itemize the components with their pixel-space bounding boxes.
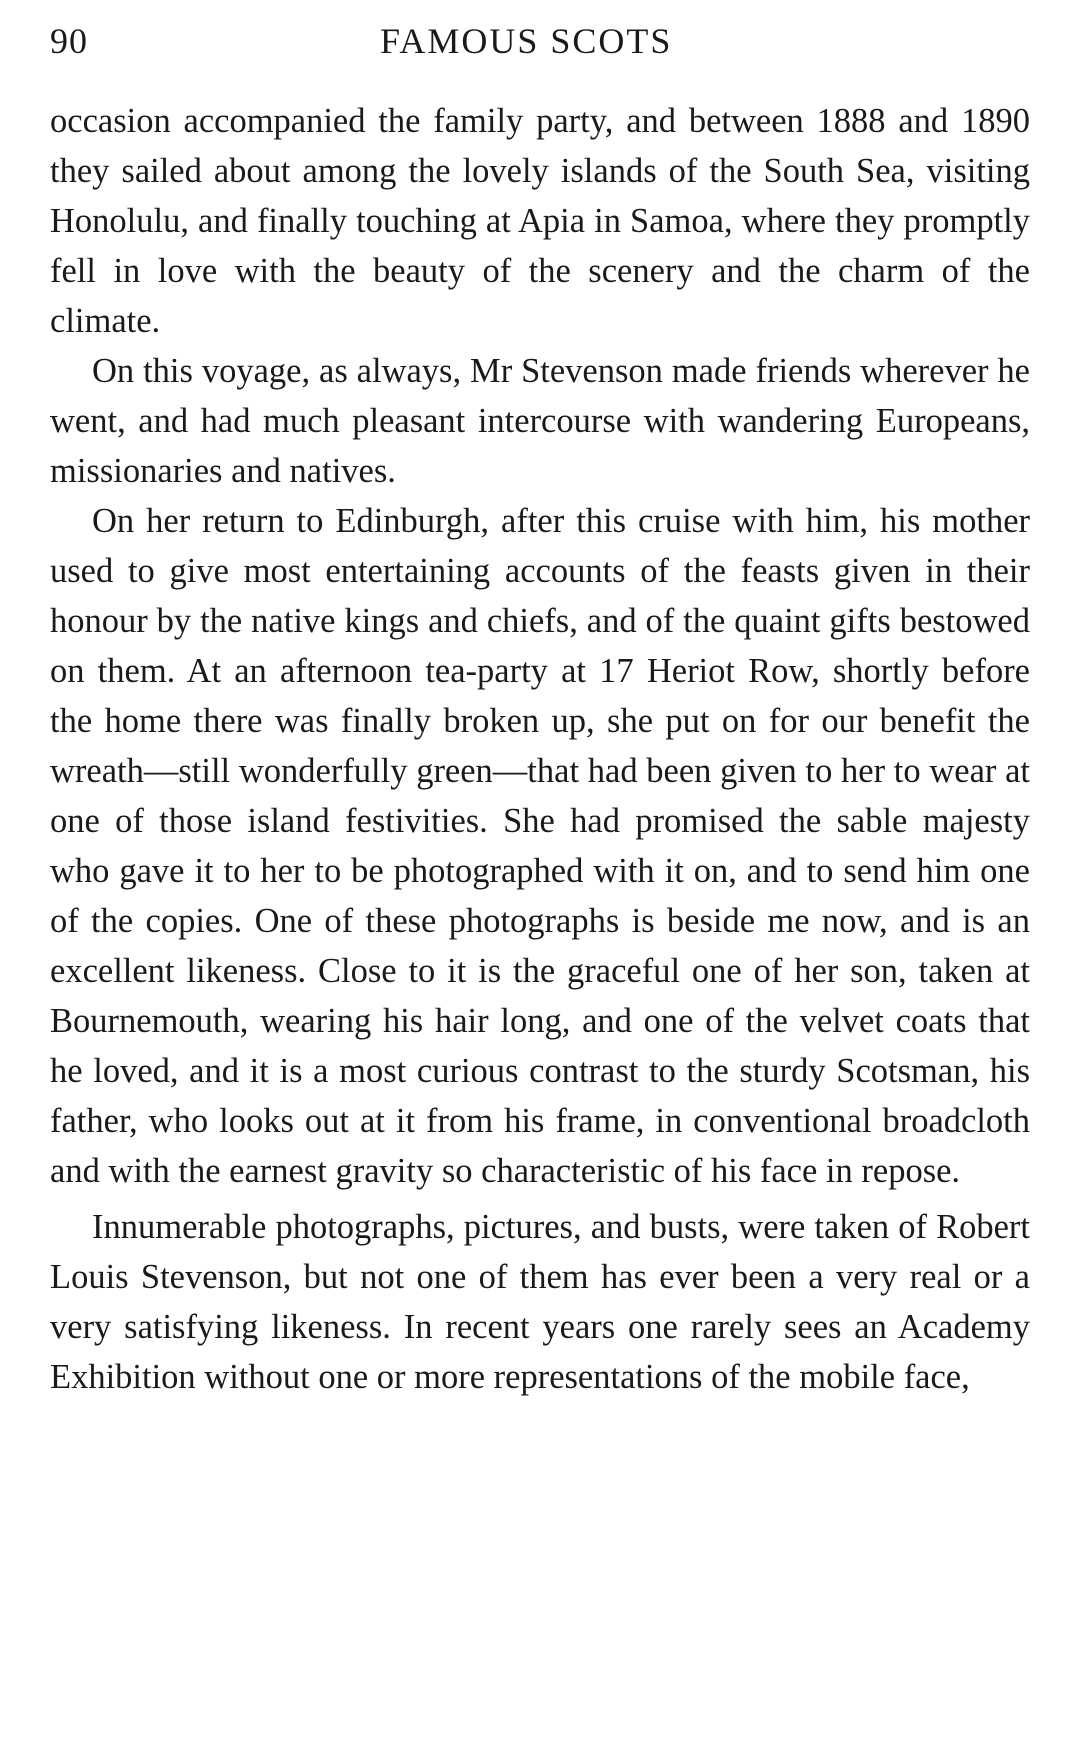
paragraph-1: occasion accompanied the family party, and between 1888 and 1890 they sailed about among the lovely islands of the South Sea, visiting Honolulu, and finally touching at Apia in Samoa, where they promptly fell in love with the beauty of the scenery and the charm of the climate. — [50, 102, 1030, 340]
running-title: FAMOUS SCOTS — [380, 21, 673, 61]
paragraph-4: Innumerable photographs, pictures, and busts, were taken of Robert Louis Stevenson, but not one of them has ever been a very real or a very satisfying likeness. In recent years one rarely sees an Academy Exhibition without one or more representations of the mobile face, — [50, 1208, 1030, 1396]
paragraph-2: On this voyage, as always, Mr Stevenson made friends wherever he went, and had much pleasant intercourse with wandering Europeans, missionaries and natives. — [50, 352, 1030, 490]
page-number: 90 — [50, 21, 88, 61]
paragraph-3: On her return to Edinburgh, after this cruise with him, his mother used to give most entertaining accounts of the feasts given in their honour by the native kings and chiefs, and of the quaint gifts bestowed on them. At an afternoon tea-party at 17 Heriot Row, shortly before the home there was finally broken up, she put on for our benefit the wreath—still wonderfully green—that had been given to her to wear at one of those island festivities. She had promised the sable majesty who gave it to her to be photographed with it on, and to send him one of the copies. One of these photographs is beside me now, and is an excellent likeness. Close to it is the graceful one of her son, taken at Bournemouth, wearing his hair long, and one of the velvet coats that he loved, and it is a most curious contrast to the sturdy Scotsman, his father, who looks out at it from his frame, in conventional broadcloth and with the earnest gravity so characteristic of his face in repose. — [50, 502, 1030, 1190]
page-header — [50, 20, 1030, 64]
body-text — [50, 96, 1030, 1402]
